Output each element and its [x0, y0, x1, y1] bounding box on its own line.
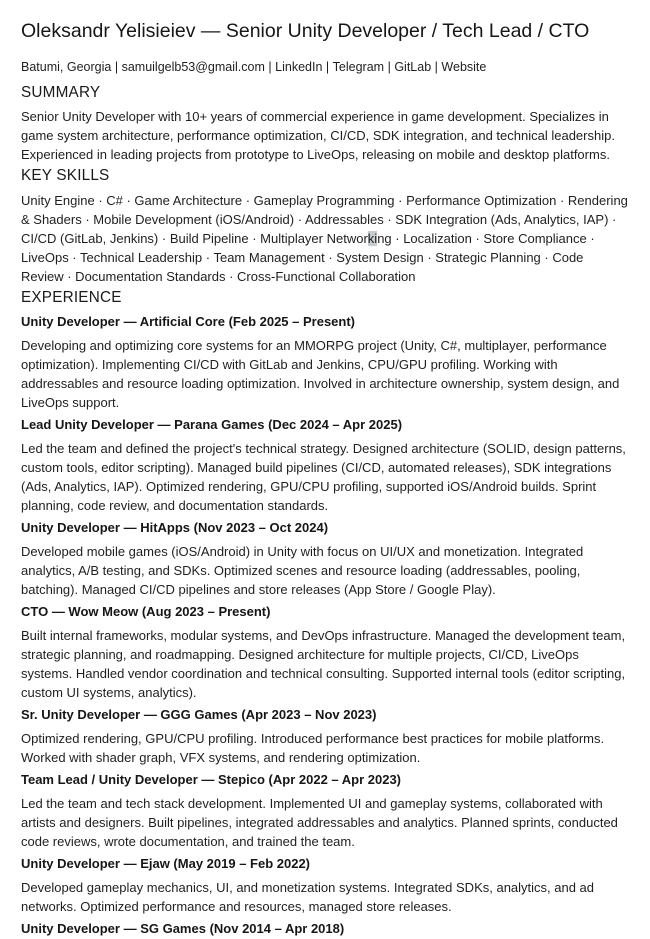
- job-entry-hitapps: [21, 518, 629, 599]
- job-title: Unity Developer — SG Games (Nov 2014 – Apr 2018): [21, 921, 345, 937]
- job-entry-artificial-core: [21, 312, 629, 412]
- job-title: Unity Developer — HitApps (Nov 2023 – Oct 2024): [21, 520, 329, 536]
- contact-link-telegram[interactable]: Telegram: [332, 60, 385, 74]
- job-title: Team Lead / Unity Developer — Stepico (Apr 2022 – Apr 2023): [21, 772, 402, 788]
- job-entry-stepico: [21, 770, 629, 851]
- separator: |: [434, 60, 438, 74]
- contact-link-website[interactable]: Website: [441, 60, 487, 74]
- job-title: Unity Developer — Artificial Core (Feb 2025 – Present): [21, 314, 356, 330]
- job-entry-wow-meow: [21, 602, 629, 702]
- job-entry-sg-games: [21, 919, 629, 938]
- separator: |: [387, 60, 391, 74]
- page-title: Oleksandr Yelisieiev — Senior Unity Developer / Tech Lead / CTO: [21, 20, 590, 42]
- job-description: Developing and optimizing core systems for an MMORPG project (Unity, C#, multiplayer, performance optimization). Implementing CI/CD with GitLab and Jenkins, CPU/GPU profiling. Working with addressables and resource loading optimization. Involved in architecture ownership, system design, and LiveOps support.: [21, 338, 620, 411]
- job-title: Unity Developer — Ejaw (May 2019 – Feb 2022): [21, 856, 311, 872]
- job-description: Optimized rendering, GPU/CPU profiling. Introduced performance best practices for mobile platforms. Worked with shader graph, VFX systems, and rendering optimization.: [21, 731, 605, 766]
- job-title: Sr. Unity Developer — GGG Games (Apr 2023 – Nov 2023): [21, 707, 377, 723]
- job-entry-ggg-games: [21, 705, 629, 767]
- separator: |: [114, 60, 119, 74]
- section-heading-summary: SUMMARY: [21, 83, 101, 101]
- separator: |: [268, 60, 272, 74]
- job-title: Lead Unity Developer — Parana Games (Dec 2024 – Apr 2025): [21, 417, 403, 433]
- contact-email[interactable]: samuilgelb53@gmail.com: [121, 60, 265, 74]
- contact-location: Batumi, Georgia: [21, 60, 112, 74]
- summary-text: Senior Unity Developer with 10+ years of commercial experience in game development. Specializes in game system architecture, performance optimization, CI/CD, SDK integration, and technical leadership. Experienced in leading projects from prototype to LiveOps, releasing on mobile and desktop platforms.: [21, 109, 615, 163]
- highlighted-text-fragment: ki: [367, 230, 378, 246]
- skills-text-after: ng · Localization · Store Compliance · LiveOps · Technical Leadership · Team Management · System Design · Strategic Planning · Code Review · Documentation Standards · Cross-Functional Collaboration: [21, 230, 595, 284]
- job-description: Led the team and defined the project's technical strategy. Designed architecture (SOLID, design patterns, custom tools, editor scripting). Managed build pipelines (CI/CD, automated releases), SDK integrations (Ads, Analytics, IAP). Optimized rendering, GPU/CPU profiling, supported iOS/Android builds. Sprint planning, code review, and documentation standards.: [21, 441, 626, 514]
- separator: |: [325, 60, 330, 74]
- job-title: CTO — Wow Meow (Aug 2023 – Present): [21, 604, 271, 620]
- section-heading-experience: EXPERIENCE: [21, 288, 122, 306]
- contact-link-gitlab[interactable]: GitLab: [394, 60, 432, 74]
- skills-text-before: Unity Engine · C# · Game Architecture · Gameplay Programming · Performance Optimization · Rendering & Shaders · Mobile Development (iOS/Android) · Addressables · SDK Integration (Ads, Analytics, IAP) · CI/CD (GitLab, Jenkins) · Build Pipeline · Multiplayer Networ: [21, 192, 628, 246]
- job-description: Built internal frameworks, modular systems, and DevOps infrastructure. Managed the development team, strategic planning, and roadmapping. Designed architecture for multiple projects, CI/CD, LiveOps systems. Handled vendor coordination and technical consulting. Supported internal tools (editor scripting, custom UI systems, analytics).: [21, 628, 626, 701]
- section-heading-key-skills: KEY SKILLS: [21, 167, 110, 185]
- job-entry-parana-games: [21, 415, 629, 515]
- contact-line: [21, 60, 629, 75]
- job-description: Developed gameplay mechanics, UI, and monetization systems. Integrated SDKs, analytics, and ad networks. Optimized performance and resources, managed store releases.: [21, 880, 595, 915]
- contact-link-linkedin[interactable]: LinkedIn: [275, 60, 323, 74]
- job-description: Developed mobile games (iOS/Android) in Unity with focus on UI/UX and monetization. Integrated analytics, A/B testing, and SDKs. Optimized scenes and resource loading (addressables, pooling, batching). Managed CI/CD pipelines and store releases (App Store / Google Play).: [21, 544, 584, 598]
- job-description: Led the team and tech stack development. Implemented UI and gameplay systems, collaborated with artists and designers. Built pipelines, integrated addressables and analytics. Planned sprints, conducted code reviews, wrote documentation, and trained the team.: [21, 796, 618, 850]
- key-skills-text: [21, 191, 629, 286]
- job-entry-ejaw: [21, 854, 629, 916]
